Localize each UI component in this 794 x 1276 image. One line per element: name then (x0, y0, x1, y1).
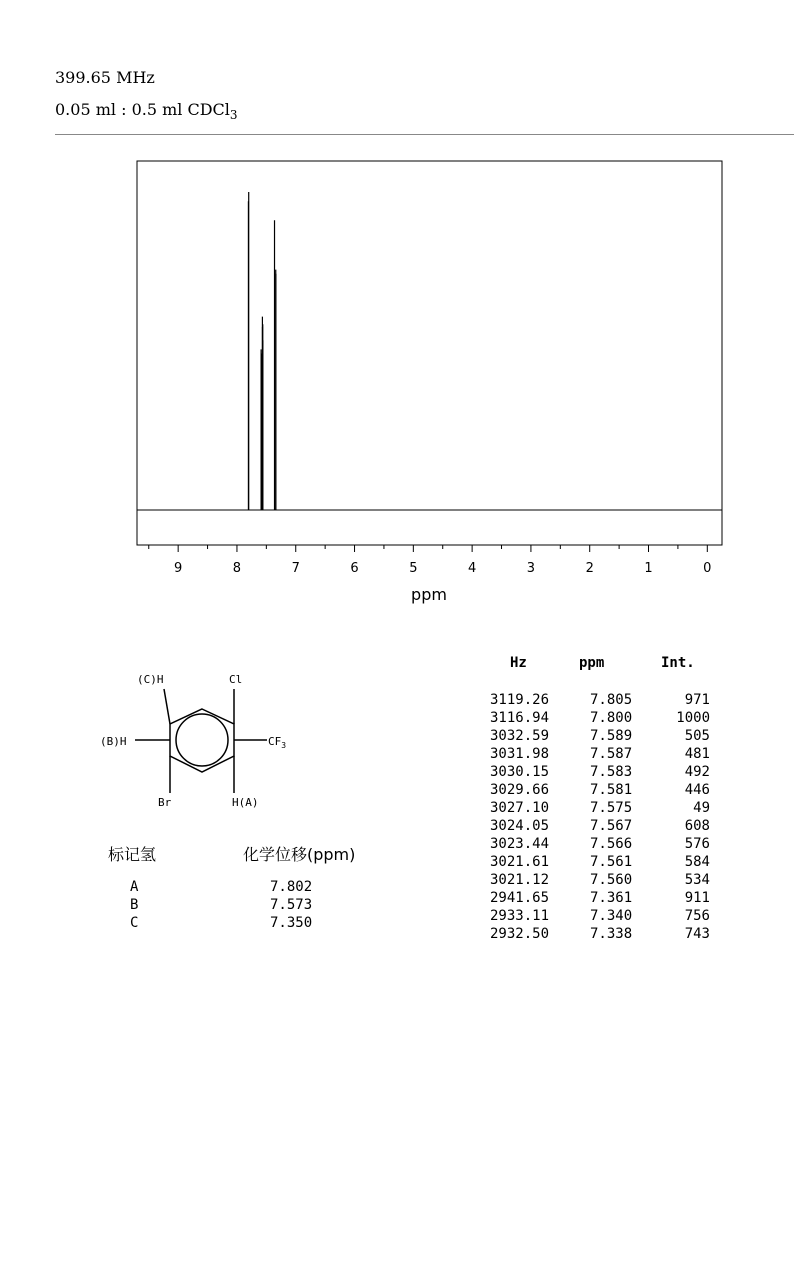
peak-int: 576 (684, 836, 710, 852)
peak-table-row (480, 764, 720, 782)
peak-table-row (480, 800, 720, 818)
peak-int: 1000 (676, 710, 710, 726)
col-hz-header: Hz (510, 655, 527, 671)
assignment-row-label: C (130, 915, 139, 931)
peak-ppm: 7.361 (590, 890, 633, 906)
x-tick-label: 5 (409, 561, 418, 576)
peak-ppm: 7.800 (590, 710, 633, 726)
peak-table-row (480, 728, 720, 746)
peak-hz: 3023.44 (490, 836, 550, 852)
peak-ppm: 7.587 (590, 746, 633, 762)
spectrometer-frequency: 399.65 MHz (55, 68, 155, 87)
peak-hz: 2933.11 (490, 908, 550, 924)
x-tick-label: 0 (703, 561, 712, 576)
col-int-header: Int. (661, 655, 695, 671)
peak-int: 49 (693, 800, 710, 816)
peak-ppm: 7.805 (590, 692, 633, 708)
peak-ppm: 7.561 (590, 854, 633, 870)
assignment-row-shift: 7.573 (270, 897, 313, 913)
assignment-row-label: A (130, 879, 139, 895)
peak-table-row (480, 818, 720, 836)
peak-hz: 3024.05 (490, 818, 550, 834)
label-cl: Cl (229, 673, 243, 686)
assignment-header-label: 标记氢 (108, 845, 157, 864)
label-ha: H(A) (232, 796, 259, 809)
peak-table-row (480, 746, 720, 764)
peak-table-row (480, 908, 720, 926)
peak-table-row (480, 836, 720, 854)
x-tick-label: 6 (350, 561, 359, 576)
peak-ppm: 7.575 (590, 800, 633, 816)
peak-int: 534 (684, 872, 710, 888)
label-hb: (B)H (100, 735, 127, 748)
peak-ppm: 7.567 (590, 818, 633, 834)
peak-int: 446 (684, 782, 710, 798)
assignment-row-shift: 7.802 (270, 879, 313, 895)
col-ppm-header: ppm (579, 655, 605, 671)
nmr-spectrum-chart (0, 0, 794, 620)
x-axis-label: ppm (411, 585, 447, 604)
peak-int: 505 (684, 728, 710, 744)
peak-hz: 2932.50 (490, 926, 550, 942)
x-tick-label: 2 (585, 561, 594, 576)
peak-int: 584 (684, 854, 710, 870)
label-br: Br (158, 796, 172, 809)
peak-hz: 3029.66 (490, 782, 550, 798)
peak-hz: 3030.15 (490, 764, 550, 780)
x-tick-label: 1 (644, 561, 653, 576)
peak-ppm: 7.589 (590, 728, 633, 744)
peak-ppm: 7.340 (590, 908, 633, 924)
solvent-subscript: 3 (229, 108, 238, 123)
peak-ppm: 7.338 (590, 926, 633, 942)
peak-hz: 3119.26 (490, 692, 550, 708)
peak-table-row (480, 692, 720, 710)
peak-int: 911 (684, 890, 710, 906)
peak-hz: 3032.59 (490, 728, 550, 744)
peak-table-row (480, 782, 720, 800)
peak-table-row (480, 710, 720, 728)
peak-ppm: 7.581 (590, 782, 633, 798)
peak-hz: 3116.94 (490, 710, 550, 726)
x-tick-label: 8 (232, 561, 242, 576)
peak-table-row (480, 890, 720, 908)
peak-hz: 3027.10 (490, 800, 550, 816)
peak-int: 971 (684, 692, 710, 708)
peak-ppm: 7.560 (590, 872, 633, 888)
bond-hc (164, 689, 170, 724)
benzene-ring (170, 709, 234, 772)
peak-hz: 3021.61 (490, 854, 550, 870)
peak-table-row (480, 854, 720, 872)
peak-int: 608 (684, 818, 710, 834)
aromatic-circle (176, 714, 228, 766)
peak-int: 756 (684, 908, 710, 924)
peak-hz: 2941.65 (490, 890, 550, 906)
peak-int: 481 (684, 746, 710, 762)
x-tick-label: 3 (526, 561, 536, 576)
peak-int: 492 (684, 764, 710, 780)
x-tick-label: 4 (467, 561, 477, 576)
peak-int: 743 (684, 926, 710, 942)
peak-hz: 3031.98 (490, 746, 550, 762)
label-cf3: $CF_3$ (268, 735, 287, 750)
assignment-header-shift: 化学位移(ppm) (243, 845, 356, 864)
assignment-row-label: B (130, 897, 139, 913)
label-hc: (C)H (137, 673, 164, 686)
peak-ppm: 7.566 (590, 836, 633, 852)
solvent-text: 0.05 ml : 0.5 ml CDCl (55, 100, 230, 119)
assignment-row-shift: 7.350 (270, 915, 313, 931)
x-tick-label: 7 (291, 561, 300, 576)
peak-ppm: 7.583 (590, 764, 633, 780)
peak-table-row (480, 872, 720, 890)
plot-frame (137, 161, 722, 545)
x-tick-label: 9 (174, 561, 183, 576)
peak-hz: 3021.12 (490, 872, 550, 888)
peak-table-row (480, 926, 720, 944)
